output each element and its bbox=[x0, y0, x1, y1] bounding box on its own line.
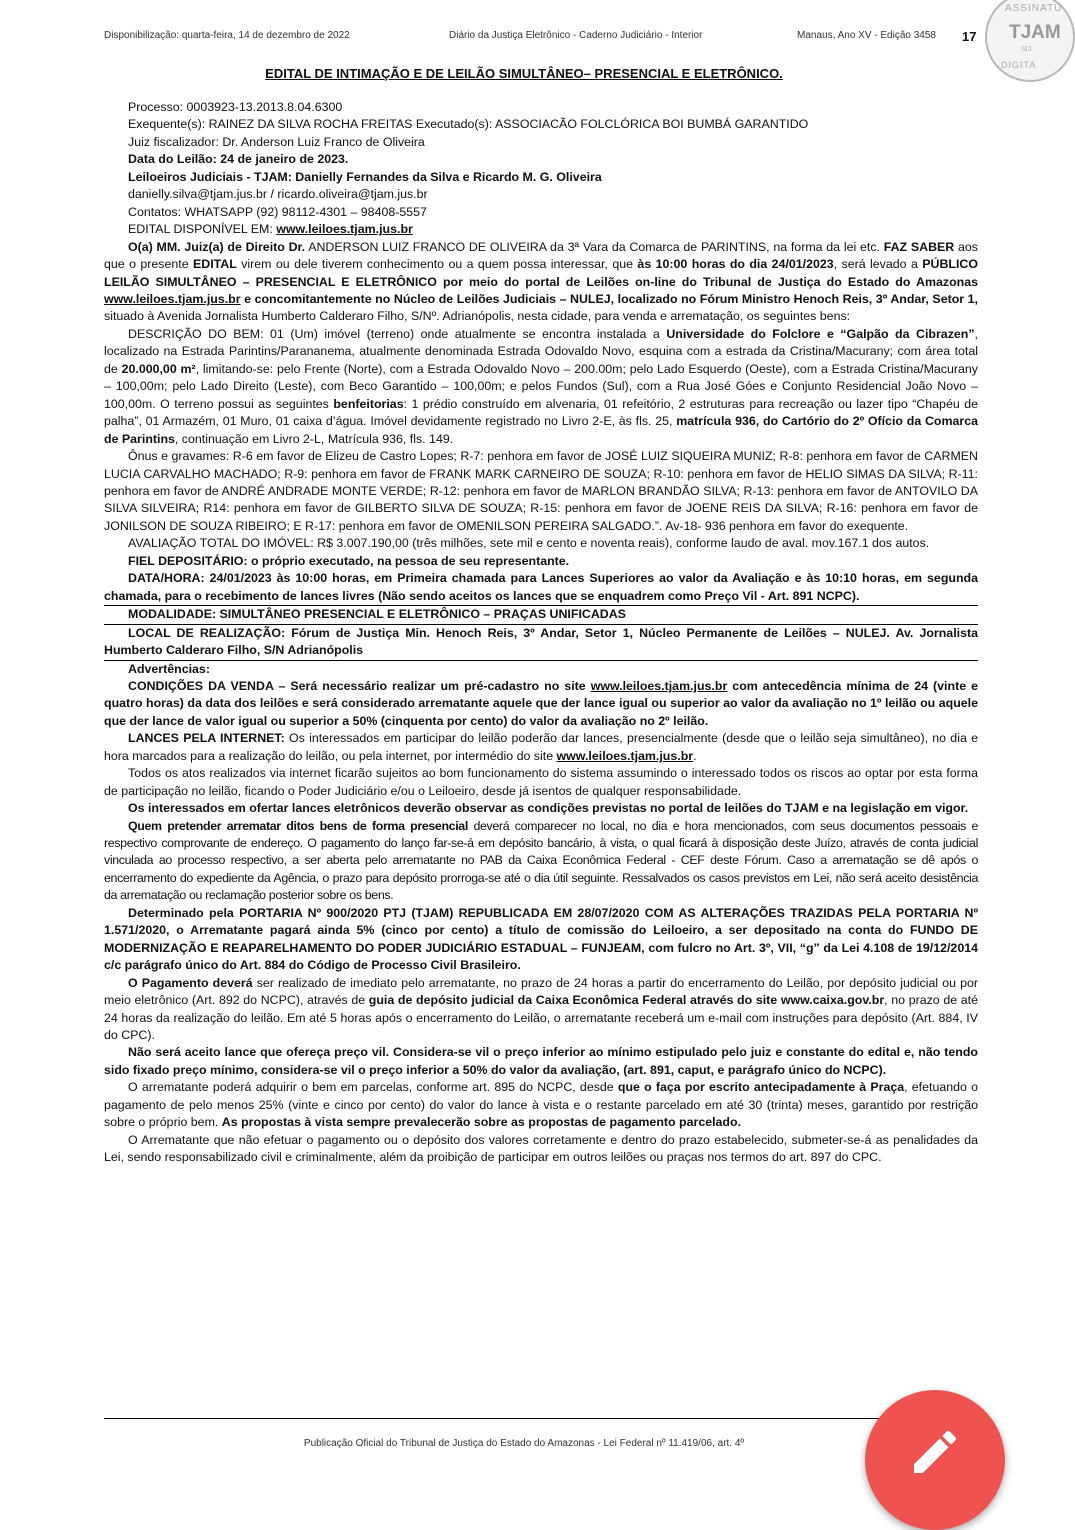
seal-top-text: ASSINATU bbox=[1005, 3, 1063, 14]
desc-text-2: , localizado na Estrada Parintins/Parananema, atualmente denominada Estrada Odovaldo Novo, esquina com a estrada da Cristina/Macurany; com área total de bbox=[104, 326, 978, 376]
paragraph-intro bbox=[104, 239, 978, 326]
paragraph-electronic-bidders: Os interessados em ofertar lances eletrônicos deverão observar as condições previstas no portal de leilões do TJAM e na legislação em vigor. bbox=[128, 801, 969, 816]
page-number: 17 bbox=[962, 29, 977, 44]
header-date: Disponibilização: quarta-feira, 14 de dezembro de 2022 bbox=[104, 30, 350, 41]
edit-fab-button[interactable] bbox=[865, 1390, 1005, 1530]
desc-area: 20.000,00 m² bbox=[121, 361, 196, 376]
intro-edital: EDITAL bbox=[192, 257, 237, 272]
payment-text-2: , no prazo de até 24 horas da realização do leilão. Em até 5 horas após o encerramento do Leilão, o arrematante receberá um e-mail com instruções para depósito (Art. 884, IV do CPC). bbox=[104, 993, 979, 1043]
edital-link[interactable]: www.leiloes.tjam.jus.br bbox=[276, 222, 413, 237]
desc-text-3: , limitando-se: pelo Frente (Norte), com a Estrada Odovaldo Novo – 200.00m; pelo Lado Esquerdo (Oeste), com a Estrada Cristina/Macurany – 100,00m; pelo Lado Direito (Leste), com Beco Garantido – 100,00m; e pelos Fundos (Sul), com a Rua José Góes e Conjunto Residencial João Novo – 100,00m. O terreno possui as seguintes bbox=[104, 361, 978, 411]
intro-time: às 10:00 horas do dia 24/01/2023 bbox=[637, 257, 834, 272]
payment-label: O Pagamento deverá bbox=[128, 975, 253, 990]
paragraph-modality: MODALIDADE: SIMULTÂNEO PRESENCIAL E ELETRÔNICO – PRAÇAS UNIFICADAS bbox=[104, 606, 978, 624]
document-title: EDITAL DE INTIMAÇÃO E DE LEILÃO SIMULTÂNEO– PRESENCIAL E ELETRÔNICO. bbox=[265, 66, 783, 81]
installments-cash: As propostas à vista sempre prevalecerão sobre as propostas de pagamento parcelado. bbox=[221, 1115, 742, 1130]
intro-text-5: situado à Avenida Jornalista Humberto Calderaro Filho, S/Nº. Adrianópolis, nesta cidade, para venda e arrematação, os seguintes bens: bbox=[104, 309, 851, 324]
header-edition: Manaus, Ano XV - Edição 3458 bbox=[797, 30, 936, 41]
paragraph-warnings: Advertências: bbox=[128, 661, 210, 676]
internet-text: Os interessados em participar do leilão poderão dar lances, presencialmente (desde que o leilão seja simultâneo), no dia e hora marcados para a realização do leilão, ou pela internet, por intermédio do site bbox=[104, 731, 978, 763]
auctioneers: Leiloeiros Judiciais - TJAM: Danielly Fernandes da Silva e Ricardo M. G. Oliveira bbox=[128, 169, 602, 184]
contacts: Contatos: WHATSAPP (92) 98112-4301 – 98408-5557 bbox=[128, 204, 427, 219]
seal-name: TJAM bbox=[1009, 22, 1061, 43]
emails: danielly.silva@tjam.jus.br / ricardo.oliveira@tjam.jus.br bbox=[128, 187, 428, 202]
internet-end: . bbox=[693, 748, 697, 763]
paragraph-installments bbox=[104, 1079, 978, 1131]
paragraph-valuation: AVALIAÇÃO TOTAL DO IMÓVEL: R$ 3.007.190,00 (três milhões, sete mil e cento e noventa reais), conforme laudo de aval. mov.167.1 dos autos. bbox=[128, 536, 930, 551]
payment-text-1: ser realizado de imediato pelo arrematante, no prazo de 24 horas a partir do encerramento do Leilão, por depósito judicial ou por meio eletrônico (Art. 892 do NCPC), através de bbox=[104, 975, 978, 1008]
footer-text: Publicação Oficial do Tribunal de Justiça do Estado do Amazonas - Lei Federal nº 11.419/06, art. 4º bbox=[303, 1438, 745, 1449]
intro-judge: O(a) MM. Juiz(a) de Direito Dr. bbox=[128, 239, 306, 254]
edital-label: EDITAL DISPONÍVEL EM: bbox=[128, 222, 277, 237]
pencil-icon bbox=[907, 1424, 963, 1480]
paragraph-payment bbox=[104, 975, 978, 1045]
parties: Exequente(s): RAINEZ DA SILVA ROCHA FREITAS Executado(s): ASSOCIACÃO FOLCLÓRICA BOI BUMBÁ GARANTIDO bbox=[128, 117, 809, 132]
intro-nulej: e concomitantemente no Núcleo de Leilões Judiciais – NULEJ, localizado no Fórum Ministro Henoch Reis, 3º Andar, Setor 1, bbox=[240, 291, 978, 306]
installments-written: que o faça por escrito antecipadamente à Praça bbox=[617, 1080, 905, 1095]
desc-text-4: : 1 prédio construído em alvenaria, 01 refeitório, 2 estruturas para recreação ou lazer tipo “Chapéu de palha”, 01 Armazém, 01 Muro, 01 caixa d’água. Imóvel devidamente registrado no Livro 2-E, às fls. 25, bbox=[104, 396, 978, 429]
paragraph-in-person bbox=[104, 818, 978, 905]
intro-link[interactable]: www.leiloes.tjam.jus.br bbox=[104, 291, 241, 306]
depositary-text: : o próprio executado, na pessoa de seu representante. bbox=[243, 553, 570, 568]
intro-text-3: virem ou dele tiverem conhecimento ou a quem possa interessar, que bbox=[236, 257, 638, 272]
internet-label: LANCES PELA INTERNET: bbox=[128, 731, 285, 746]
paragraph-sale-conditions bbox=[104, 678, 978, 730]
seal-bottom-text: DIGITA bbox=[1001, 60, 1037, 70]
paragraph-commission: Determinado pela PORTARIA Nº 900/2020 PTJ (TJAM) REPUBLICADA EM 28/07/2020 COM AS ALTERAÇÕES TRAZIDAS PELA PORTARIA Nº 1.571/2020, o Arrematante pagará ainda 5% (cinco por cento) a título de comissão do Leiloeiro, a ser depositado na conta do FUNDO DE MODERNIZAÇÃO E REAPARELHAMENTO DO PODER JUDICIÁRIO ESTADUAL – FUNJEAM, com fulcro no Art. 3º, VII, “g” da Lei 4.108 de 19/12/2014 c/c parágrafo único do Art. 884 do Código de Processo Civil Brasileiro. bbox=[104, 905, 978, 973]
desc-matricula: matrícula 936, do Cartório do 2º Ofício da Comarca de Parintins bbox=[104, 414, 979, 446]
intro-faz-saber: FAZ SABER bbox=[883, 239, 955, 254]
installments-text-1: O arrematante poderá adquirir o bem em parcelas, conforme art. 895 do NCPC, desde bbox=[128, 1080, 618, 1095]
desc-benfeitorias: benfeitorias bbox=[333, 396, 404, 411]
process-number: Processo: 0003923-13.2013.8.04.6300 bbox=[128, 100, 343, 114]
judge: Juiz fiscalizador: Dr. Anderson Luiz Franco de Oliveira bbox=[128, 134, 425, 149]
auction-date: Data do Leilão: 24 de janeiro de 2023. bbox=[128, 152, 349, 167]
conditions-text-1: CONDIÇÕES DA VENDA – Será necessário realizar um pré-cadastro no site bbox=[128, 678, 591, 693]
in-person-label: Quem pretender arrematar ditos bens de forma presencial bbox=[128, 818, 468, 833]
paragraph-location: LOCAL DE REALIZAÇÃO: Fórum de Justiça Min. Henoch Reis, 3º Andar, Setor 1, Núcleo Permanente de Leilões – NULEJ. Av. Jornalista Humberto Calderaro Filho, S/N Adrianópolis bbox=[104, 625, 978, 661]
header-journal: Diário da Justiça Eletrônico - Caderno Judiciário - Interior bbox=[449, 30, 703, 41]
desc-text-5: , continuação em Livro 2-L, Matrícula 936, fls. 149. bbox=[174, 431, 454, 446]
desc-text-1: DESCRIÇÃO DO BEM: 01 (Um) imóvel (terreno) onde atualmente se encontra instalada a bbox=[128, 326, 667, 341]
in-person-text: deverá comparecer no local, no dia e hora mencionados, com seus documentos pessoais e respectivo comprovante de endereço. O pagamento do lanço far-se-á em depósito bancário, à vista, o qual ficará à disposição deste Juízo, através de conta judicial vinculada ao processo respectivo, a ser aberta pelo arrematante no PAB da Caixa Econômica Federal - CEF deste Fórum. Caso a arrematação se dê após o encerramento do expediente da Agência, o prazo para depósito prorroga-se até o dia útil seguinte. Ressalvados os casos previstos em Lei, não será aceito desistência da arrematação ou reclamação posterior sobre os bens. bbox=[104, 818, 978, 903]
payment-guide: guia de depósito judicial da Caixa Econômica Federal através do site www.caixa.gov.br bbox=[368, 993, 885, 1008]
document-body bbox=[104, 99, 978, 1167]
intro-text-1: ANDERSON LUIZ FRANCO DE OLIVEIRA da 3ª Vara da Comarca de PARINTINS, na forma da lei etc. bbox=[305, 239, 884, 254]
seal-sub: SIJ bbox=[1021, 46, 1032, 53]
depositary-label: FIEL DEPOSITÁRIO bbox=[128, 553, 244, 568]
intro-portal: PÚBLICO LEILÃO SIMULTÂNEO – PRESENCIAL E ELETRÔNICO por meio do portal de Leilões on-line do Tribunal de Justiça do Estado do Amazonas bbox=[104, 257, 978, 289]
desc-university: Universidade do Folclore e “Galpão da Cibrazen” bbox=[666, 326, 975, 341]
intro-text-4: , será levado a bbox=[833, 257, 923, 272]
paragraph-vile-price: Não será aceito lance que ofereça preço vil. Considera-se vil o preço inferior ao mínimo estipulado pelo juiz e constante do edital e, não tendo sido fixado preço mínimo, considera-se vil o preço inferior a 50% do valor da avaliação, (art. 891, caput, e parágrafo único do NCPC). bbox=[104, 1045, 978, 1077]
footer-divider bbox=[104, 1418, 978, 1419]
edital-available bbox=[104, 221, 978, 238]
paragraph-internet-bids bbox=[104, 730, 978, 765]
paragraph-penalties: O Arrematante que não efetuar o pagamento ou o depósito dos valores corretamente e dentro do prazo estabelecido, submeter-se-á as penalidades da Lei, sendo responsabilizado civil e criminalmente, além da proibição de participar em outros leilões ou praças nos termos do art. 897 do CPC. bbox=[104, 1132, 978, 1165]
paragraph-risks: Todos os atos realizados via internet ficarão sujeitos ao bom funcionamento do sistema assumindo o interessado todos os riscos ao optar por esta forma de participação no leilão, ficando o Poder Judiciário e/ou o Leiloeiro, desde já isentos de qualquer responsabilidade. bbox=[104, 766, 978, 798]
conditions-link[interactable]: www.leiloes.tjam.jus.br bbox=[590, 678, 728, 693]
installments-text-2: , efetuando o pagamento de pelo menos 25% (vinte e cinco por cento) do valor do lance à vista e o restante parcelado em até 30 (trinta) meses, garantido por restrição sobre o próprio bem. bbox=[104, 1080, 979, 1130]
paragraph-depositary bbox=[104, 553, 978, 570]
paragraph-encumbrances: Ônus e gravames: R-6 em favor de Elizeu de Castro Lopes; R-7: penhora em favor de JOSÉ LUIZ SIQUEIRA MUNIZ; R-8: penhora em favor de CARMEN LUCIA CARVALHO MACHADO; R-9: penhora em favor de FRANK MARK CARNEIRO DE SOUZA; R-10: penhora em favor de HELIO SIMAS DA SILVA; R-11: penhora em favor de ANDRÉ ANDRADE MONTE VERDE; R-12: penhora em favor de MARLON BRANDÃO SILVA; R-13: penhora em favor de ANTOVILO DA SILVA SILVEIRA; R14: penhora em favor de GILBERTO SILVA DE SOUZA; R-15: penhora em favor de JOENE REIS DA SILVA; R-16: penhora em favor de JONILSON DE SOUZA RIBEIRO; E R-17: penhora em favor de OMENILSON PEREIRA SALGADO.”. Av-18- 936 penhora em favor do exequente. bbox=[104, 449, 978, 533]
paragraph-description bbox=[104, 326, 978, 448]
paragraph-datetime: DATA/HORA: 24/01/2023 às 10:00 horas, em Primeira chamada para Lances Superiores ao valor da Avaliação e às 10:10 horas, em segunda chamada, para o recebimento de lances livres (Não sendo aceitos os lances que se enquadrem como Preço Vil - Art. 891 NCPC). bbox=[104, 570, 978, 606]
internet-link[interactable]: www.leiloes.tjam.jus.br bbox=[556, 748, 694, 763]
intro-text-2: aos que o presente bbox=[104, 239, 979, 272]
conditions-text-2: com antecedência mínima de 24 (vinte e quatro horas) da data dos leilões e será considerado arrematante aquele que der lance igual ou superior ao valor da avaliação no 1º leilão ou aquele que der lance de valor igual ou superior a 50% (cinquenta por cento) do valor da avaliação no 2º leilão. bbox=[104, 678, 978, 728]
